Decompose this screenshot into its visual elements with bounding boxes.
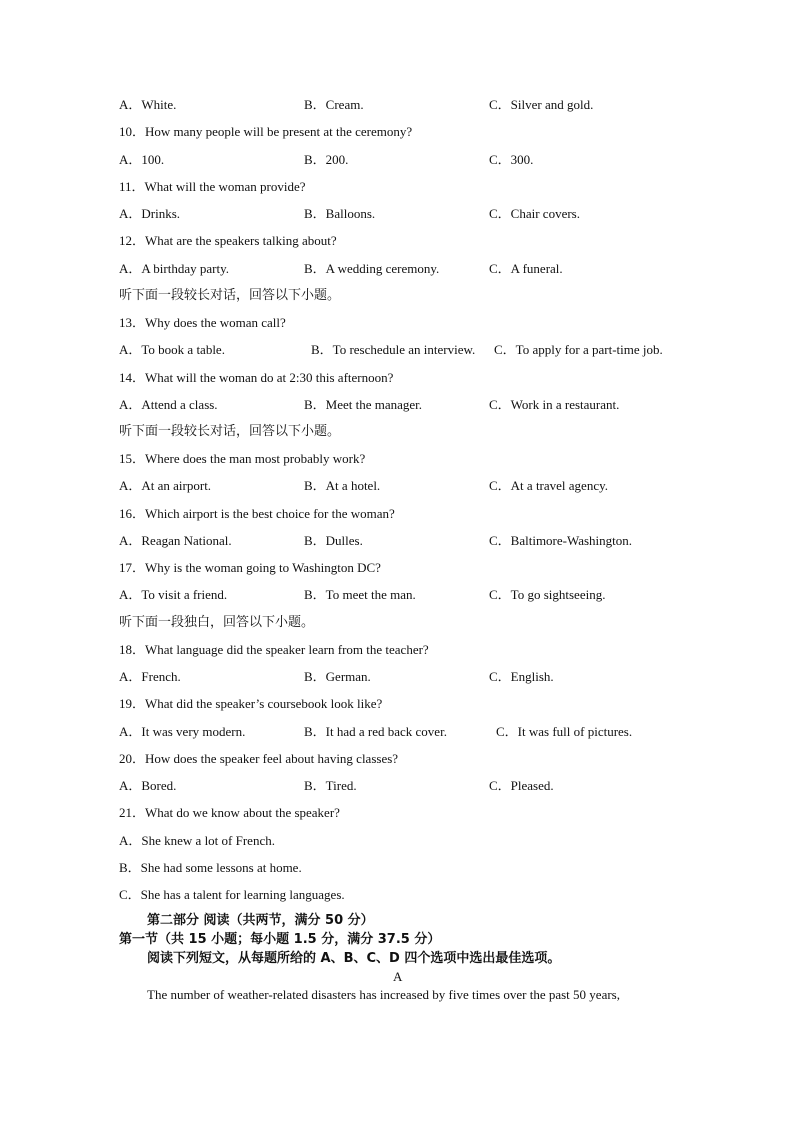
instruction-long-dialogue-2: 听下面一段较长对话，回答以下小题。 <box>119 424 341 439</box>
q15-question: 15．Where does the man most probably work? <box>119 451 366 466</box>
q13-question: 13．Why does the woman call? <box>119 315 286 330</box>
q16-question: 16．Which airport is the best choice for the woman? <box>119 506 395 521</box>
q13-option-c: C．To apply for a part-time job. <box>494 342 663 357</box>
q21-question: 21．What do we know about the speaker? <box>119 805 340 820</box>
q14-option-b: B．Meet the manager. <box>304 397 423 412</box>
q21-option-c: C．She has a talent for learning languages. <box>119 887 345 902</box>
q11-option-c: C．Chair covers. <box>489 206 580 221</box>
q20-question: 20．How does the speaker feel about having classes? <box>119 751 399 766</box>
q10-option-b: B．200. <box>304 152 349 167</box>
q19-option-a: A．It was very modern. <box>119 724 246 739</box>
q20-option-c: C．Pleased. <box>489 778 554 793</box>
q13-option-b: B．To reschedule an interview. <box>311 342 476 357</box>
q16-option-c: C．Baltimore-Washington. <box>489 533 633 548</box>
section1-heading: 第一节（共 15 小题；每小题 1.5 分，满分 37.5 分） <box>119 932 441 947</box>
q14-option-a: A．Attend a class. <box>119 397 218 412</box>
instruction-monologue: 听下面一段独白，回答以下小题。 <box>119 615 315 630</box>
q14-option-c: C．Work in a restaurant. <box>489 397 620 412</box>
q10-option-a: A．100. <box>119 152 165 167</box>
passage-text-line-1: The number of weather-related disasters has increased by five times over the past 50 years, <box>147 987 620 1002</box>
q17-question: 17．Why is the woman going to Washington DC? <box>119 560 381 575</box>
q17-option-c: C．To go sightseeing. <box>489 587 606 602</box>
q12-option-a: A．A birthday party. <box>119 261 229 276</box>
q14-question: 14．What will the woman do at 2:30 this afternoon? <box>119 370 394 385</box>
q21-option-b: B．She had some lessons at home. <box>119 860 302 875</box>
q12-question: 12．What are the speakers talking about? <box>119 233 337 248</box>
q18-option-a: A．French. <box>119 669 181 684</box>
q16-option-a: A．Reagan National. <box>119 533 232 548</box>
q12-option-c: C．A funeral. <box>489 261 563 276</box>
q20-option-a: A．Bored. <box>119 778 177 793</box>
q15-option-a: A．At an airport. <box>119 478 212 493</box>
q16-option-b: B．Dulles. <box>304 533 363 548</box>
q20-option-b: B．Tired. <box>304 778 357 793</box>
q13-option-a: A．To book a table. <box>119 342 225 357</box>
q12-option-b: B．A wedding ceremony. <box>304 261 440 276</box>
instruction-long-dialogue-1: 听下面一段较长对话，回答以下小题。 <box>119 288 341 303</box>
q9-option-b: B．Cream. <box>304 97 364 112</box>
q11-question: 11．What will the woman provide? <box>119 179 306 194</box>
q9-option-c: C．Silver and gold. <box>489 97 594 112</box>
q17-option-a: A．To visit a friend. <box>119 587 228 602</box>
q11-option-a: A．Drinks. <box>119 206 181 221</box>
q17-option-b: B．To meet the man. <box>304 587 416 602</box>
q15-option-c: C．At a travel agency. <box>489 478 608 493</box>
q18-option-b: B．German. <box>304 669 371 684</box>
q19-option-b: B．It had a red back cover. <box>304 724 447 739</box>
q11-option-b: B．Balloons. <box>304 206 376 221</box>
q19-question: 19．What did the speaker’s coursebook look like? <box>119 696 383 711</box>
q19-option-c: C．It was full of pictures. <box>496 724 633 739</box>
q9-option-a: A．White. <box>119 97 177 112</box>
passage-label: A <box>393 969 403 984</box>
q10-question: 10．How many people will be present at the ceremony? <box>119 124 413 139</box>
q18-question: 18．What language did the speaker learn from the teacher? <box>119 642 429 657</box>
reading-instruction: 阅读下列短文，从每题所给的 A、B、C、D 四个选项中选出最佳选项。 <box>147 951 561 966</box>
q18-option-c: C．English. <box>489 669 554 684</box>
q15-option-b: B．At a hotel. <box>304 478 381 493</box>
q10-option-c: C．300. <box>489 152 534 167</box>
q21-option-a: A．She knew a lot of French. <box>119 833 275 848</box>
part2-heading: 第二部分 阅读（共两节，满分 50 分） <box>147 913 374 928</box>
